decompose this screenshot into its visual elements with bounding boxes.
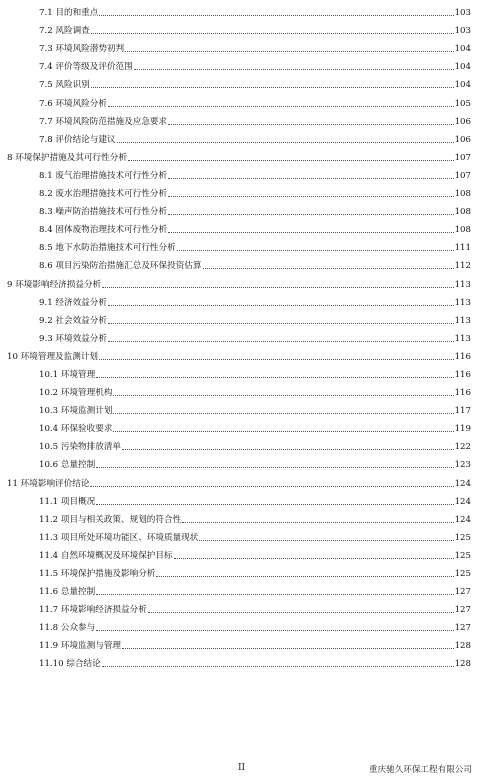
toc-entry-label: 8.2 废水治理措施技术可行性分析: [39, 189, 168, 200]
toc-entry-label: 7.7 环境风险防范措施及应急要求: [39, 116, 168, 127]
toc-chapter-entry[interactable]: [0, 146, 490, 164]
toc-entry-label: 7.3 环境风险潜势初判: [39, 44, 125, 55]
toc-entry-page: 125: [454, 569, 471, 579]
toc-entry-label: 8 环境保护措施及其可行性分析: [7, 152, 127, 163]
toc-entry-page: 112: [454, 261, 471, 272]
toc-entry-label: 11.9 环境监测与管理: [39, 641, 122, 652]
toc-section-entry[interactable]: [0, 598, 490, 616]
table-of-contents: [0, 1, 490, 670]
toc-entry-page: 108: [454, 207, 471, 218]
toc-section-entry[interactable]: [0, 309, 490, 327]
toc-section-entry[interactable]: [0, 652, 490, 670]
toc-section-entry[interactable]: [0, 453, 490, 471]
toc-entry-label: 11.5 环境保护措施及影响分析: [39, 569, 156, 579]
toc-entry-label: 7.4 评价等级及评价范围: [39, 62, 133, 73]
toc-section-entry[interactable]: [0, 19, 490, 37]
toc-section-entry[interactable]: [0, 291, 490, 309]
toc-section-entry[interactable]: [0, 417, 490, 435]
toc-entry-page: 107: [454, 170, 471, 181]
toc-entry-page: 116: [454, 351, 471, 362]
toc-entry-label: 8.4 固体废物治理技术可行性分析: [39, 225, 168, 236]
toc-entry-label: 9.1 经济效益分析: [39, 297, 107, 308]
toc-entry-label: 10.5 污染物排放清单: [39, 442, 122, 453]
toc-entry-page: 117: [454, 406, 471, 417]
toc-chapter-entry[interactable]: [0, 471, 490, 489]
toc-entry-page: 104: [454, 62, 471, 73]
dot-leader: [203, 268, 454, 269]
dot-leader: [168, 196, 453, 197]
dot-leader: [168, 232, 453, 233]
dot-leader: [122, 449, 454, 450]
toc-entry-page: 103: [454, 26, 471, 37]
toc-section-entry[interactable]: [0, 128, 490, 146]
toc-entry-label: 10.2 环境管理机构: [39, 388, 113, 399]
toc-section-entry[interactable]: [0, 73, 490, 91]
dot-leader: [174, 558, 454, 559]
toc-entry-page: 113: [454, 315, 471, 326]
toc-entry-page: 124: [454, 478, 471, 489]
dot-leader: [134, 69, 454, 70]
toc-entry-label: 10 环境管理及监测计划: [7, 351, 99, 362]
dot-leader: [122, 648, 454, 649]
toc-entry-label: 11 环境影响评价结论: [7, 478, 90, 489]
toc-section-entry[interactable]: [0, 200, 490, 218]
dot-leader: [96, 377, 453, 378]
dot-leader: [108, 323, 454, 324]
toc-entry-label: 8.1 废气治理措施技术可行性分析: [39, 170, 168, 181]
toc-entry-label: 11.8 公众参与: [39, 623, 96, 634]
toc-section-entry[interactable]: [0, 182, 490, 200]
toc-entry-page: 113: [454, 279, 471, 290]
toc-entry-label: 7.2 风险调查: [39, 26, 90, 37]
toc-entry-page: 128: [454, 641, 471, 652]
dot-leader: [99, 359, 454, 360]
dot-leader: [125, 51, 453, 52]
toc-chapter-entry[interactable]: [0, 272, 490, 290]
toc-section-entry[interactable]: [0, 55, 490, 73]
toc-entry-label: 7.6 环境风险分析: [39, 98, 107, 109]
toc-section-entry[interactable]: [0, 37, 490, 55]
toc-entry-label: 9.2 社会效益分析: [39, 315, 107, 326]
toc-entry-page: 103: [454, 8, 471, 19]
dot-leader: [199, 540, 453, 541]
toc-section-entry[interactable]: [0, 236, 490, 254]
toc-entry-page: 104: [454, 80, 471, 91]
toc-section-entry[interactable]: [0, 254, 490, 272]
toc-section-entry[interactable]: [0, 399, 490, 417]
toc-section-entry[interactable]: [0, 544, 490, 562]
toc-section-entry[interactable]: [0, 435, 490, 453]
toc-section-entry[interactable]: [0, 164, 490, 182]
toc-entry-page: 106: [454, 134, 471, 145]
toc-section-entry[interactable]: [0, 634, 490, 652]
dot-leader: [96, 504, 453, 505]
dot-leader: [156, 576, 453, 577]
dot-leader: [108, 305, 454, 306]
dot-leader: [113, 413, 453, 414]
toc-entry-label: 10.4 环保验收要求: [39, 424, 113, 435]
toc-entry-page: 124: [454, 514, 471, 525]
toc-entry-label: 10.6 总量控制: [39, 460, 96, 471]
toc-entry-label: 11.7 环境影响经济损益分析: [39, 605, 147, 616]
toc-entry-page: 108: [454, 189, 471, 200]
toc-entry-label: 7.1 目的和重点: [39, 8, 99, 19]
dot-leader: [168, 124, 453, 125]
toc-section-entry[interactable]: [0, 616, 490, 634]
dot-leader: [182, 522, 453, 523]
toc-entry-label: 10.3 环境监测计划: [39, 406, 113, 417]
dot-leader: [108, 341, 454, 342]
dot-leader: [168, 214, 453, 215]
toc-entry-page: 119: [454, 424, 471, 435]
toc-entry-label: 8.6 项目污染防治措施汇总及环保投资估算: [39, 261, 202, 272]
toc-section-entry[interactable]: [0, 218, 490, 236]
dot-leader: [128, 160, 454, 161]
dot-leader: [102, 287, 453, 288]
toc-chapter-entry[interactable]: [0, 345, 490, 363]
dot-leader: [102, 666, 454, 667]
toc-entry-label: 11.10 综合结论: [39, 659, 101, 670]
dot-leader: [117, 142, 454, 143]
dot-leader: [96, 630, 453, 631]
toc-section-entry[interactable]: [0, 1, 490, 19]
toc-entry-page: 111: [454, 243, 471, 254]
toc-entry-page: 107: [454, 152, 471, 163]
page-number: II: [238, 763, 246, 773]
toc-entry-page: 113: [454, 297, 471, 308]
dot-leader: [177, 250, 454, 251]
dot-leader: [168, 178, 453, 179]
toc-entry-label: 8.3 噪声防治措施技术可行性分析: [39, 207, 168, 218]
dot-leader: [91, 87, 454, 88]
toc-section-entry[interactable]: [0, 508, 490, 526]
dot-leader: [113, 431, 453, 432]
toc-entry-label: 8.5 地下水防治措施技术可行性分析: [39, 243, 176, 254]
toc-section-entry[interactable]: [0, 91, 490, 109]
toc-entry-page: 105: [454, 98, 471, 109]
toc-entry-page: 113: [454, 333, 471, 344]
toc-entry-label: 9 环境影响经济损益分析: [7, 279, 102, 290]
toc-section-entry[interactable]: [0, 363, 490, 381]
dot-leader: [99, 15, 453, 16]
toc-entry-page: 127: [454, 605, 471, 616]
toc-entry-label: 7.5 风险识别: [39, 80, 90, 91]
toc-entry-label: 10.1 环境管理: [39, 369, 96, 380]
toc-entry-page: 104: [454, 44, 471, 55]
dot-leader: [96, 467, 453, 468]
dot-leader: [113, 395, 453, 396]
toc-entry-page: 123: [454, 460, 471, 471]
toc-entry-page: 125: [454, 532, 471, 543]
toc-entry-label: 7.8 评价结论与建议: [39, 134, 116, 145]
dot-leader: [108, 106, 454, 107]
toc-entry-page: 116: [454, 388, 471, 399]
dot-leader: [91, 33, 454, 34]
toc-entry-page: 106: [454, 116, 471, 127]
toc-entry-page: 127: [454, 623, 471, 634]
toc-entry-label: 11.3 项目所处环境功能区、环境质量现状: [39, 532, 199, 543]
toc-entry-page: 124: [454, 496, 471, 507]
toc-section-entry[interactable]: [0, 526, 490, 544]
toc-entry-label: 11.4 自然环境概况及环境保护目标: [39, 550, 173, 561]
dot-leader: [90, 486, 453, 487]
toc-entry-page: 125: [454, 550, 471, 561]
toc-section-entry[interactable]: [0, 490, 490, 508]
toc-section-entry[interactable]: [0, 327, 490, 345]
toc-entry-label: 11.1 项目概况: [39, 496, 96, 507]
toc-entry-page: 108: [454, 225, 471, 236]
dot-leader: [148, 612, 454, 613]
toc-section-entry[interactable]: [0, 580, 490, 598]
company-name: 重庆驰久环保工程有限公司: [368, 765, 472, 775]
toc-entry-page: 116: [454, 369, 471, 380]
dot-leader: [96, 594, 453, 595]
toc-entry-label: 9.3 环境效益分析: [39, 333, 107, 344]
toc-entry-page: 127: [454, 587, 471, 598]
toc-section-entry[interactable]: [0, 381, 490, 399]
toc-entry-page: 128: [454, 659, 471, 670]
toc-section-entry[interactable]: [0, 562, 490, 580]
toc-section-entry[interactable]: [0, 110, 490, 128]
toc-entry-label: 11.6 总量控制: [39, 587, 96, 598]
toc-entry-page: 122: [454, 442, 471, 453]
toc-entry-label: 11.2 项目与相关政策、规划的符合性: [39, 514, 182, 525]
